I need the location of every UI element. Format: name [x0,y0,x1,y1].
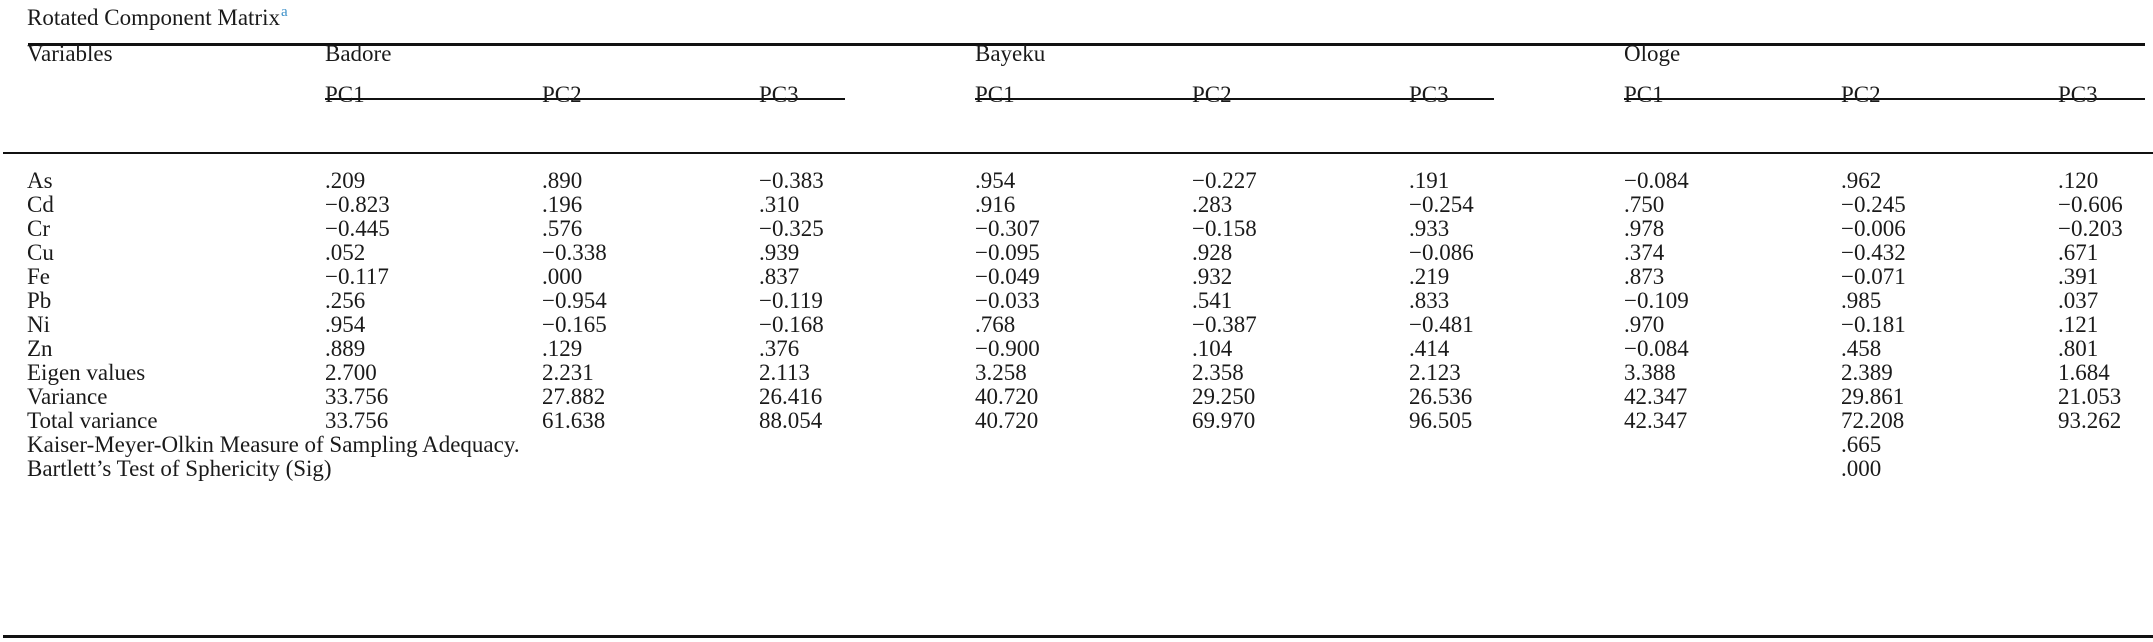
table-cell: .209 [325,168,366,193]
table-cell: −0.387 [1192,312,1257,337]
table-cell: .962 [1841,168,1882,193]
table-cell: .037 [2058,288,2099,313]
table-cell: .933 [1409,216,1450,241]
table-cell: 93.262 [2058,408,2122,433]
table-cell: .310 [759,192,800,217]
table-cell: .954 [325,312,366,337]
table-caption [27,4,288,32]
column-header-ologe-pc1: PC1 [1624,82,1664,107]
column-header-bayeku-pc1: PC1 [975,82,1015,107]
table-cell: 21.053 [2058,384,2122,409]
column-header-bayeku-pc2: PC2 [1192,82,1232,107]
table-cell: .985 [1841,288,1882,313]
table-cell: 33.756 [325,408,389,433]
table-cell: 26.416 [759,384,823,409]
table-cell: .000 [542,264,583,289]
table-cell: .890 [542,168,583,193]
table-cell: −0.084 [1624,336,1689,361]
table-cell: .873 [1624,264,1665,289]
table-cell: .458 [1841,336,1882,361]
table-cell: 2.358 [1192,360,1244,385]
table-cell: .833 [1409,288,1450,313]
table-cell: −0.227 [1192,168,1257,193]
table-cell: −0.481 [1409,312,1474,337]
row-label: As [27,168,53,193]
table-cell: −0.338 [542,240,607,265]
table-cell: .970 [1624,312,1665,337]
table-cell: .414 [1409,336,1450,361]
table-cell: .120 [2058,168,2099,193]
table-cell: −0.203 [2058,216,2123,241]
table-cell: .374 [1624,240,1665,265]
row-label: Kaiser-Meyer-Olkin Measure of Sampling Adequacy. [27,432,520,457]
column-header-ologe-pc3: PC3 [2058,82,2098,107]
table-cell: 3.258 [975,360,1027,385]
row-label: Cr [27,216,50,241]
table-cell: 40.720 [975,384,1039,409]
column-header-badore-pc1: PC1 [325,82,365,107]
table-cell: .750 [1624,192,1665,217]
table-cell: 1.684 [2058,360,2110,385]
row-label: Bartlett’s Test of Sphericity (Sig) [27,456,332,481]
row-label: Ni [27,312,50,337]
table-cell: −0.181 [1841,312,1906,337]
row-label: Total variance [27,408,158,433]
table-cell: 2.231 [542,360,594,385]
table-cell: .768 [975,312,1016,337]
table-cell: .196 [542,192,583,217]
table-cell: .939 [759,240,800,265]
table-cell: −0.325 [759,216,824,241]
table-cell: 72.208 [1841,408,1905,433]
table-cell: 42.347 [1624,384,1688,409]
table-cell: −0.117 [325,264,389,289]
table-cell: .889 [325,336,366,361]
table-cell: 88.054 [759,408,823,433]
table-cell: −0.084 [1624,168,1689,193]
header-bottom-rule [3,152,2153,154]
table-cell: .219 [1409,264,1450,289]
row-label: Eigen values [27,360,146,385]
group-header-bayeku: Bayeku [975,41,1046,66]
table-cell: −0.954 [542,288,607,313]
table-cell: .978 [1624,216,1665,241]
table-cell: .916 [975,192,1016,217]
row-label: Cd [27,192,54,217]
table-cell: 29.250 [1192,384,1256,409]
table-cell: 96.505 [1409,408,1473,433]
group-header-badore: Badore [325,41,392,66]
table-cell: .954 [975,168,1016,193]
table-cell: −0.006 [1841,216,1906,241]
row-label: Variance [27,384,108,409]
table-cell: .256 [325,288,366,313]
column-header-badore-pc2: PC2 [542,82,582,107]
table-cell: .541 [1192,288,1233,313]
table-cell: 26.536 [1409,384,1473,409]
table-cell: .121 [2058,312,2099,337]
table-cell: −0.049 [975,264,1040,289]
table-cell: −0.095 [975,240,1040,265]
table-cell: 27.882 [542,384,606,409]
table-cell: −0.245 [1841,192,1906,217]
table-cell: .576 [542,216,583,241]
table-cell: 29.861 [1841,384,1905,409]
table-cell: −0.086 [1409,240,1474,265]
table-cell: .104 [1192,336,1233,361]
table-cell: −0.445 [325,216,390,241]
row-label: Zn [27,336,53,361]
table-cell: 2.123 [1409,360,1461,385]
table-cell: 61.638 [542,408,606,433]
table-cell: .391 [2058,264,2099,289]
table-cell: 2.389 [1841,360,1893,385]
table-cell: .376 [759,336,800,361]
row-label: Pb [27,288,52,313]
table-cell: .928 [1192,240,1233,265]
column-header-badore-pc3: PC3 [759,82,799,107]
table-cell: −0.158 [1192,216,1257,241]
table-cell: 2.700 [325,360,377,385]
table-cell: .671 [2058,240,2099,265]
table-cell: 40.720 [975,408,1039,433]
row-label: Cu [27,240,54,265]
table-cell: .932 [1192,264,1233,289]
table-cell: .665 [1841,432,1882,457]
table-cell: 69.970 [1192,408,1256,433]
table-cell: −0.109 [1624,288,1689,313]
table-cell: .191 [1409,168,1450,193]
table-cell: −0.033 [975,288,1040,313]
table-cell: −0.165 [542,312,607,337]
caption-title: Rotated Component Matrix [27,5,280,30]
table-cell: −0.119 [759,288,823,313]
column-header-ologe-pc2: PC2 [1841,82,1881,107]
column-header-variables: Variables [27,41,113,66]
table-cell: −0.071 [1841,264,1906,289]
table-cell: 3.388 [1624,360,1676,385]
table-cell: −0.606 [2058,192,2123,217]
group-header-ologe: Ologe [1624,41,1681,66]
table-cell: −0.254 [1409,192,1474,217]
table-cell: .000 [1841,456,1882,481]
table-cell: 33.756 [325,384,389,409]
table-cell: −0.307 [975,216,1040,241]
table-cell: −0.168 [759,312,824,337]
table-cell: −0.432 [1841,240,1906,265]
table-cell: −0.823 [325,192,390,217]
table-cell: 42.347 [1624,408,1688,433]
table-bottom-rule [3,635,2153,638]
table-cell: .837 [759,264,800,289]
table-cell: 2.113 [759,360,810,385]
table-cell: .801 [2058,336,2099,361]
table-cell: −0.383 [759,168,824,193]
footnote-marker[interactable]: a [280,4,288,20]
table-cell: .129 [542,336,583,361]
table-cell: .052 [325,240,366,265]
row-label: Fe [27,264,50,289]
column-header-bayeku-pc3: PC3 [1409,82,1449,107]
table-cell: .283 [1192,192,1233,217]
table-cell: −0.900 [975,336,1040,361]
